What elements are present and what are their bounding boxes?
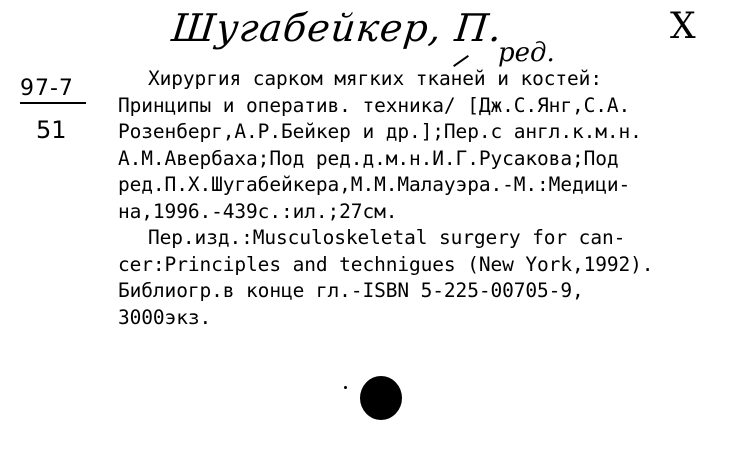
shelfmark-divider	[20, 102, 86, 104]
shelfmark-top: 97-7	[20, 76, 74, 101]
record-line: А.М.Авербаха;Под ред.д.м.н.И.Г.Русакова;Под	[118, 146, 619, 170]
record-line: Хирургия сарком мягких тканей и костей:	[148, 67, 602, 90]
record-line: Пер.изд.:Musculoskeletal surgery for can-	[148, 226, 626, 249]
shelfmark-bottom: 51	[36, 116, 67, 144]
record-line: ред.П.Х.Шугабейкера,М.М.Малауэра.-М.:Медици-	[118, 173, 631, 196]
record-line: cer:Principles and technigues (New York,1992).	[118, 252, 654, 276]
record-line: Библиогр.в конце гл.-ISBN 5-225-00705-9,	[118, 279, 584, 302]
record-line: Розенберг,А.Р.Бейкер и др.];Пер.с англ.к.м.н.	[118, 120, 642, 143]
ink-speck	[344, 386, 347, 389]
record-line: на,1996.-439с.:ил.;27см.	[118, 199, 398, 223]
handwritten-author: Шугабейкер, П.	[169, 6, 505, 50]
record-line: 3000экз.	[118, 305, 212, 329]
handwritten-mark: Х	[670, 6, 696, 47]
handwritten-editor-note: ред.	[498, 38, 555, 68]
record-line: Принципы и оператив. техника/ [Дж.С.Янг,С.А.	[118, 93, 631, 117]
bibliographic-record	[118, 66, 733, 331]
punch-hole	[360, 376, 402, 420]
